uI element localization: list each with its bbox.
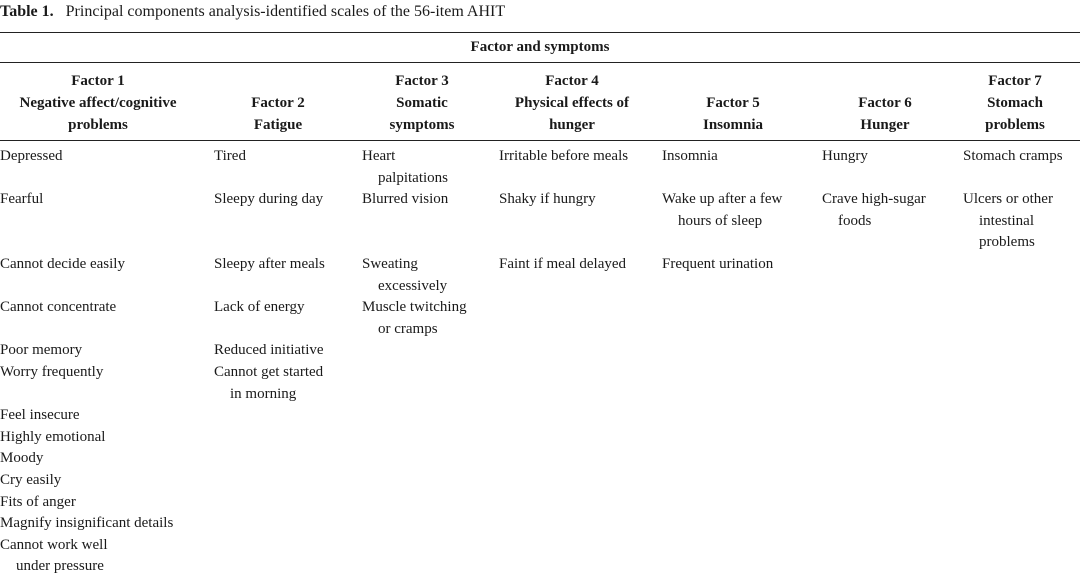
spacer bbox=[499, 211, 659, 233]
spanner-rule bbox=[0, 62, 1080, 63]
header-line: Factor 2 bbox=[251, 95, 305, 111]
symptom-text: Worry frequently bbox=[0, 363, 104, 380]
header-line: Hunger bbox=[860, 117, 910, 133]
symptom-cell bbox=[662, 254, 820, 276]
symptom-cell bbox=[0, 146, 210, 168]
symptom-text: Fearful bbox=[0, 191, 44, 208]
column-header-factor-3 bbox=[352, 70, 492, 136]
symptom-text: Sleepy during day bbox=[214, 191, 324, 208]
symptom-text: Blurred vision bbox=[362, 191, 449, 208]
header-line: hunger bbox=[549, 117, 595, 133]
header-line: Factor 1 bbox=[71, 73, 125, 89]
spacer bbox=[362, 211, 496, 233]
symptom-text: Shaky if hungry bbox=[499, 191, 596, 208]
spacer bbox=[662, 168, 820, 190]
table-caption bbox=[0, 3, 505, 21]
header-line: Physical effects of bbox=[514, 95, 630, 111]
symptom-cell bbox=[214, 362, 360, 405]
column-header-factor-6 bbox=[810, 70, 960, 136]
spacer bbox=[214, 168, 360, 190]
symptom-text: Reduced initiative bbox=[214, 342, 324, 359]
header-line: Factor 7 bbox=[988, 73, 1042, 89]
column-factor-5 bbox=[662, 146, 820, 276]
symptom-cell bbox=[214, 254, 360, 276]
symptom-text: Cannot decide easily bbox=[0, 255, 125, 272]
header-line: symptoms bbox=[389, 117, 455, 133]
symptom-cell bbox=[214, 297, 360, 319]
column-header-factor-4 bbox=[494, 70, 650, 136]
symptom-text: Stomach cramps bbox=[963, 148, 1063, 164]
column-header-factor-7 bbox=[950, 70, 1080, 136]
symptom-cell bbox=[0, 254, 210, 276]
symptom-text: Ulcers or other bbox=[963, 191, 1053, 208]
symptom-text: Moody bbox=[0, 450, 44, 467]
symptom-text: Magnify insignificant details bbox=[0, 515, 174, 532]
spacer bbox=[963, 168, 1080, 190]
spacer bbox=[0, 276, 210, 298]
symptom-text: Faint if meal delayed bbox=[499, 255, 627, 272]
symptom-text: under pressure bbox=[16, 558, 104, 575]
symptom-text: Muscle twitching bbox=[362, 299, 467, 316]
symptom-cell bbox=[0, 405, 210, 427]
symptom-cell bbox=[822, 189, 962, 232]
symptom-text: Lack of energy bbox=[214, 299, 305, 316]
column-factor-7 bbox=[963, 146, 1080, 254]
symptom-cell bbox=[0, 427, 210, 449]
symptom-text: Sweating bbox=[362, 255, 418, 272]
column-header-factor-1 bbox=[0, 70, 196, 136]
symptom-text: problems bbox=[979, 234, 1035, 251]
symptom-cell bbox=[214, 189, 360, 211]
symptom-cell bbox=[662, 189, 820, 232]
spanner-header: Factor and symptoms bbox=[470, 39, 610, 55]
symptom-cell bbox=[214, 340, 360, 362]
symptom-text: Insomnia bbox=[662, 148, 718, 164]
symptom-cell bbox=[0, 448, 210, 470]
header-line: Negative affect/cognitive bbox=[19, 95, 177, 111]
symptom-text: Crave high-sugar bbox=[822, 191, 926, 208]
spacer bbox=[499, 232, 659, 254]
symptom-cell bbox=[963, 146, 1080, 168]
header-line: Stomach bbox=[987, 95, 1043, 111]
symptom-text: palpitations bbox=[378, 169, 448, 186]
symptom-cell bbox=[362, 254, 496, 297]
symptom-text: intestinal bbox=[979, 212, 1034, 229]
spacer bbox=[214, 319, 360, 341]
symptom-text: Cannot get started bbox=[214, 363, 324, 380]
spacer bbox=[214, 211, 360, 233]
spacer bbox=[214, 276, 360, 298]
spacer bbox=[0, 168, 210, 190]
symptom-cell bbox=[0, 362, 210, 384]
symptom-cell bbox=[0, 297, 210, 319]
spacer bbox=[0, 211, 210, 233]
symptom-cell bbox=[0, 513, 210, 535]
spacer bbox=[214, 232, 360, 254]
spacer bbox=[822, 168, 962, 190]
symptom-text: excessively bbox=[378, 277, 448, 294]
symptom-text: Irritable before meals bbox=[499, 148, 629, 164]
symptom-cell bbox=[0, 470, 210, 492]
spacer bbox=[0, 319, 210, 341]
column-header-factor-5 bbox=[650, 70, 816, 136]
table-label: Table 1. bbox=[0, 3, 54, 20]
symptom-cell bbox=[499, 189, 659, 211]
symptom-text: Frequent urination bbox=[662, 255, 774, 272]
column-factor-2 bbox=[214, 146, 360, 405]
symptom-text: Cry easily bbox=[0, 471, 62, 488]
symptom-cell bbox=[499, 146, 659, 168]
column-factor-3 bbox=[362, 146, 496, 340]
header-line: Factor 6 bbox=[858, 95, 912, 111]
symptom-cell bbox=[499, 254, 659, 276]
symptom-cell bbox=[662, 146, 820, 168]
symptom-cell bbox=[0, 535, 210, 578]
symptom-cell bbox=[963, 189, 1080, 254]
symptom-text: Sleepy after meals bbox=[214, 255, 325, 272]
top-rule bbox=[0, 32, 1080, 33]
header-line: Somatic bbox=[396, 95, 448, 111]
spacer bbox=[0, 384, 210, 406]
column-factor-4 bbox=[499, 146, 659, 276]
header-line: problems bbox=[68, 117, 128, 133]
symptom-text: Fits of anger bbox=[0, 493, 76, 510]
symptom-text: Highly emotional bbox=[0, 428, 106, 445]
symptom-text: Cannot work well bbox=[0, 536, 108, 553]
symptom-cell bbox=[362, 297, 496, 340]
symptom-text: foods bbox=[838, 212, 872, 229]
header-line: Factor 4 bbox=[545, 73, 599, 89]
spacer bbox=[499, 168, 659, 190]
spacer bbox=[362, 232, 496, 254]
symptom-text: Hungry bbox=[822, 148, 868, 164]
symptom-cell bbox=[214, 146, 360, 168]
symptom-cell bbox=[362, 189, 496, 211]
symptom-text: Wake up after a few bbox=[662, 191, 783, 208]
symptom-cell bbox=[0, 340, 210, 362]
column-factor-1 bbox=[0, 146, 210, 578]
symptom-text: in morning bbox=[230, 385, 297, 402]
symptom-text: or cramps bbox=[378, 320, 438, 337]
symptom-text: Poor memory bbox=[0, 342, 83, 359]
symptom-text: hours of sleep bbox=[678, 212, 763, 229]
header-rule bbox=[0, 140, 1080, 141]
column-header-factor-2 bbox=[206, 70, 350, 136]
symptom-text: Depressed bbox=[0, 148, 63, 164]
header-line: Factor 5 bbox=[706, 95, 760, 111]
symptom-text: Feel insecure bbox=[0, 407, 80, 424]
symptom-cell bbox=[822, 146, 962, 168]
symptom-cell bbox=[0, 492, 210, 514]
symptom-text: Cannot concentrate bbox=[0, 299, 117, 316]
header-line: Insomnia bbox=[702, 117, 764, 133]
spacer bbox=[662, 232, 820, 254]
header-line: Factor 3 bbox=[395, 73, 449, 89]
header-line: problems bbox=[985, 117, 1045, 133]
table-title: Principal components analysis-identified scales of the 56-item AHIT bbox=[65, 3, 506, 20]
spacer bbox=[0, 232, 210, 254]
column-factor-6 bbox=[822, 146, 962, 232]
header-line: Fatigue bbox=[253, 117, 303, 133]
symptom-text: Heart bbox=[362, 148, 396, 164]
symptom-text: Tired bbox=[214, 148, 246, 164]
symptom-cell bbox=[0, 189, 210, 211]
symptom-cell bbox=[362, 146, 496, 189]
